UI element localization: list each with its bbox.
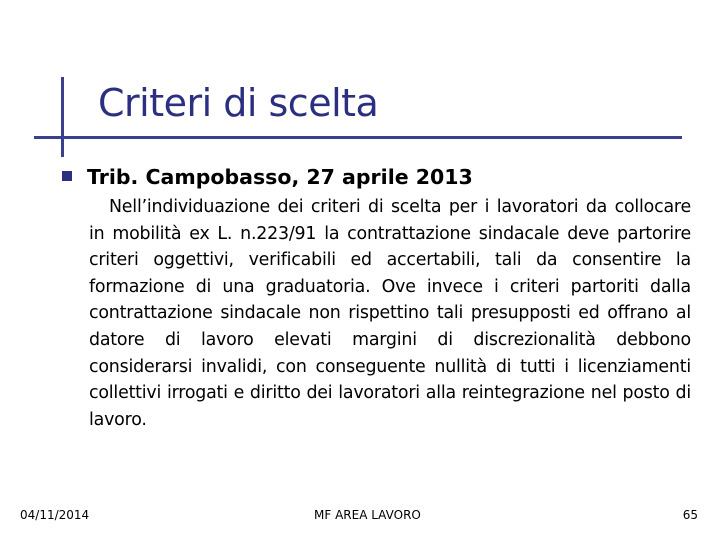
bullet-heading: Trib. Campobasso, 27 aprile 2013 xyxy=(87,165,473,189)
footer-date: 04/11/2014 xyxy=(20,508,90,522)
bullet-item xyxy=(62,163,702,193)
footer-center-text: MF AREA LAVORO xyxy=(314,508,421,522)
square-bullet-icon xyxy=(62,171,72,181)
footer-page-number: 65 xyxy=(682,508,698,522)
title-horizontal-rule xyxy=(34,136,682,139)
bullet-body-text: Nell’individuazione dei criteri di scelta per i lavoratori da collocare in mobilità ex L. n.223/91 la contrattazione sindacale deve partorire criteri oggettivi, verificabili ed accertabili, tali da consentire la formazione di una graduatoria. Ove invece i criteri partoriti dalla contrattazione sindacale non rispettino tali presupposti ed offrano al datore di lavoro elevati margini di discrezionalità debbono considerarsi invalidi, con conseguente nullità di tutti i licenziamenti collettivi irrogati e diritto dei lavoratori alla reintegrazione nel posto di lavoro. xyxy=(89,197,691,430)
slide-title: Criteri di scelta xyxy=(98,81,379,125)
title-vertical-rule xyxy=(61,77,64,157)
